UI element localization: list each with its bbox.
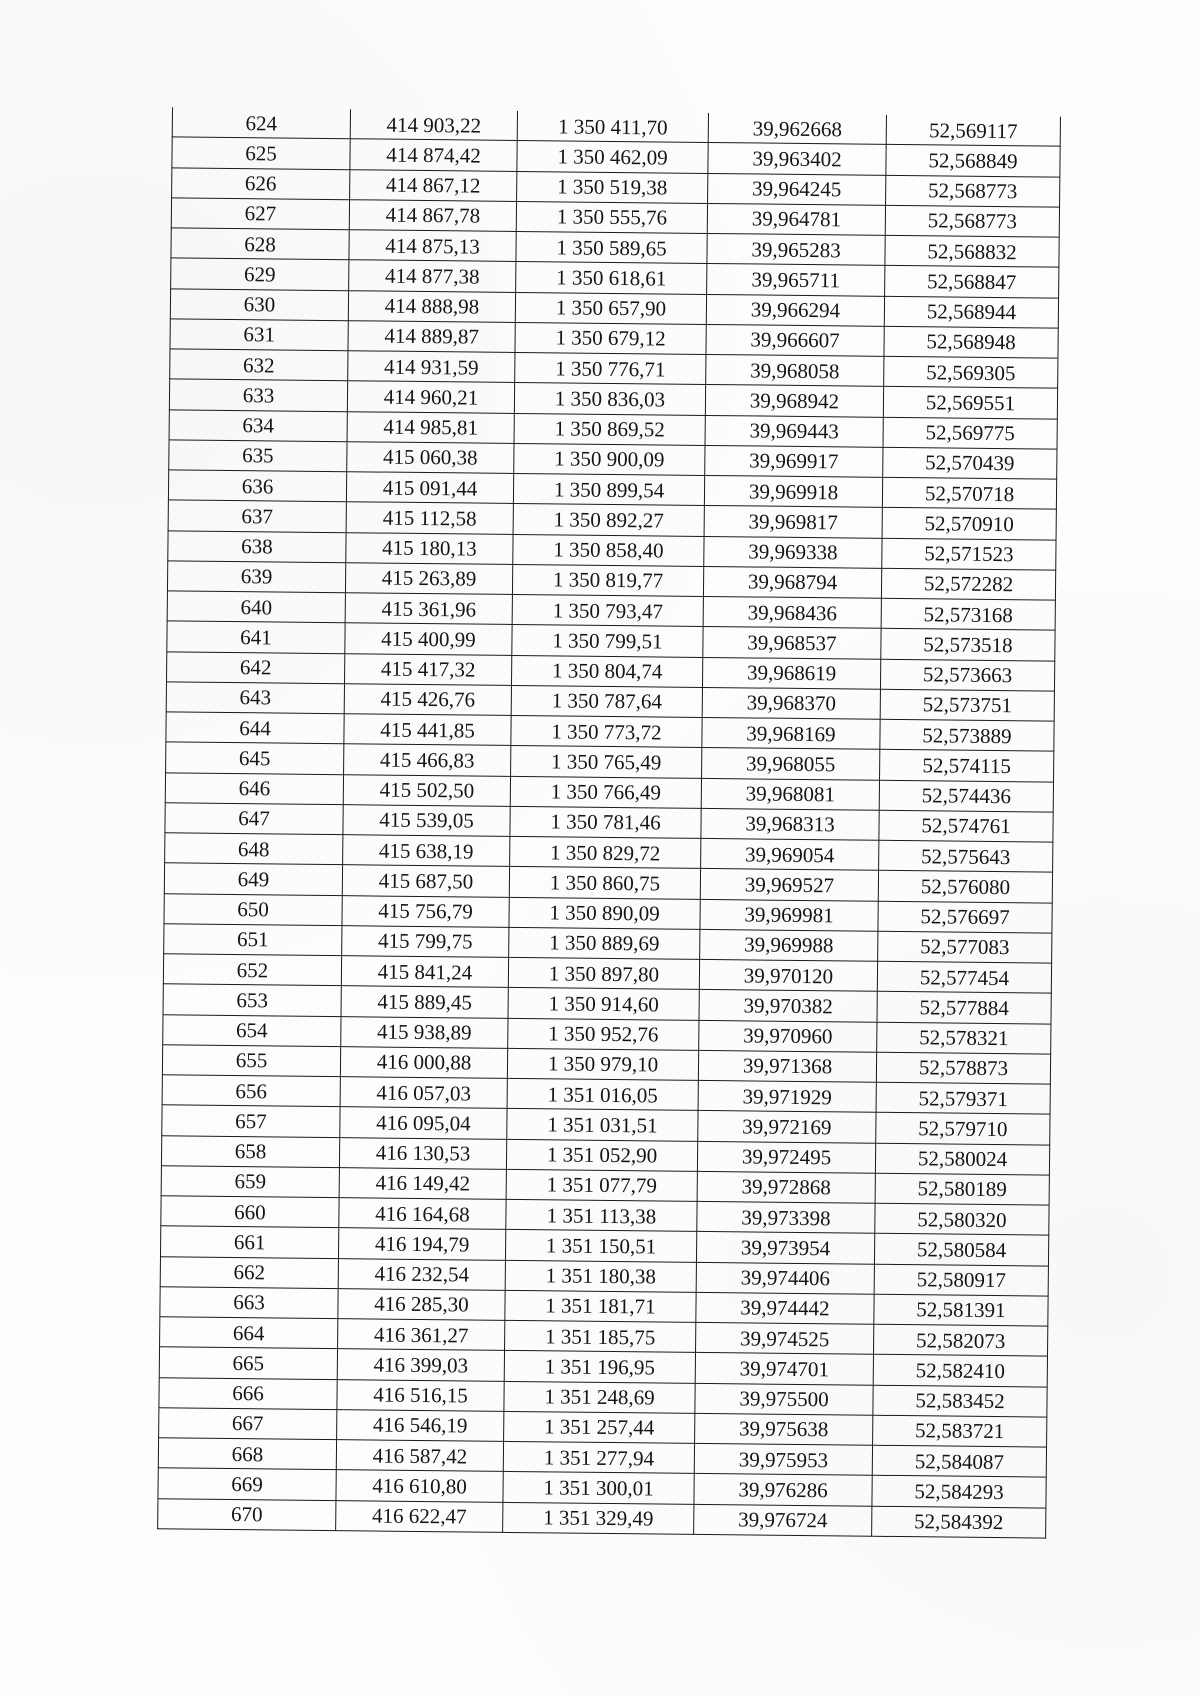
point-number-cell: 642 xyxy=(167,651,345,683)
longitude-cell: 52,577083 xyxy=(878,931,1052,963)
point-number-cell: 670 xyxy=(158,1498,336,1530)
y-coordinate-cell: 1 350 657,90 xyxy=(515,292,706,324)
latitude-cell: 39,968055 xyxy=(702,748,880,780)
point-number-cell: 643 xyxy=(166,682,344,714)
longitude-cell: 52,584392 xyxy=(872,1506,1046,1538)
longitude-cell: 52,571523 xyxy=(882,538,1056,570)
y-coordinate-cell: 1 350 793,47 xyxy=(512,594,703,626)
coordinates-table xyxy=(157,107,1061,1538)
y-coordinate-cell: 1 350 819,77 xyxy=(512,564,703,596)
latitude-cell: 39,969817 xyxy=(704,506,882,538)
y-coordinate-cell: 1 350 889,69 xyxy=(509,927,700,959)
x-coordinate-cell: 416 361,27 xyxy=(338,1319,505,1351)
longitude-cell: 52,584087 xyxy=(872,1445,1046,1477)
x-coordinate-cell: 416 516,15 xyxy=(337,1379,504,1411)
point-number-cell: 654 xyxy=(163,1014,341,1046)
latitude-cell: 39,970382 xyxy=(699,990,877,1022)
latitude-cell: 39,968169 xyxy=(702,717,880,749)
latitude-cell: 39,972868 xyxy=(697,1171,875,1203)
y-coordinate-cell: 1 351 181,71 xyxy=(505,1290,696,1322)
point-number-cell: 634 xyxy=(169,409,347,441)
longitude-cell: 52,580584 xyxy=(874,1234,1048,1266)
y-coordinate-cell: 1 350 555,76 xyxy=(516,201,707,233)
longitude-cell: 52,580320 xyxy=(875,1203,1049,1235)
latitude-cell: 39,965283 xyxy=(707,233,885,265)
y-coordinate-cell: 1 350 858,40 xyxy=(513,534,704,566)
longitude-cell: 52,574436 xyxy=(879,780,1053,812)
y-coordinate-cell: 1 351 248,69 xyxy=(504,1381,695,1413)
y-coordinate-cell: 1 350 836,03 xyxy=(514,383,705,415)
x-coordinate-cell: 414 960,21 xyxy=(347,381,514,413)
latitude-cell: 39,976724 xyxy=(694,1504,872,1536)
longitude-cell: 52,580024 xyxy=(875,1143,1049,1175)
x-coordinate-cell: 414 889,87 xyxy=(348,320,515,352)
longitude-cell: 52,568832 xyxy=(885,235,1059,267)
latitude-cell: 39,968081 xyxy=(701,778,879,810)
point-number-cell: 636 xyxy=(168,470,346,502)
x-coordinate-cell: 416 194,79 xyxy=(338,1228,505,1260)
latitude-cell: 39,969443 xyxy=(705,415,883,447)
x-coordinate-cell: 416 000,88 xyxy=(340,1046,507,1078)
latitude-cell: 39,975500 xyxy=(695,1383,873,1415)
y-coordinate-cell: 1 350 897,80 xyxy=(508,957,699,989)
point-number-cell: 626 xyxy=(172,167,350,199)
y-coordinate-cell: 1 350 892,27 xyxy=(513,504,704,536)
point-number-cell: 635 xyxy=(169,440,347,472)
x-coordinate-cell: 416 546,19 xyxy=(337,1409,504,1441)
y-coordinate-cell: 1 351 257,44 xyxy=(504,1411,695,1443)
x-coordinate-cell: 415 687,50 xyxy=(342,865,509,897)
point-number-cell: 630 xyxy=(170,288,348,320)
longitude-cell: 52,580189 xyxy=(875,1173,1049,1205)
x-coordinate-cell: 414 867,12 xyxy=(350,169,517,201)
longitude-cell: 52,569305 xyxy=(884,356,1058,388)
coordinates-table-body xyxy=(158,107,1061,1537)
longitude-cell: 52,573751 xyxy=(880,689,1054,721)
latitude-cell: 39,966607 xyxy=(706,324,884,356)
longitude-cell: 52,569775 xyxy=(883,417,1057,449)
y-coordinate-cell: 1 351 113,38 xyxy=(506,1199,697,1231)
longitude-cell: 52,582073 xyxy=(874,1324,1048,1356)
x-coordinate-cell: 416 095,04 xyxy=(340,1107,507,1139)
point-number-cell: 645 xyxy=(166,742,344,774)
latitude-cell: 39,968619 xyxy=(702,657,880,689)
latitude-cell: 39,968058 xyxy=(706,354,884,386)
latitude-cell: 39,975638 xyxy=(695,1413,873,1445)
point-number-cell: 640 xyxy=(167,591,345,623)
y-coordinate-cell: 1 351 300,01 xyxy=(503,1472,694,1504)
point-number-cell: 657 xyxy=(162,1105,340,1137)
latitude-cell: 39,971368 xyxy=(698,1050,876,1082)
latitude-cell: 39,969981 xyxy=(700,899,878,931)
y-coordinate-cell: 1 350 899,54 xyxy=(513,473,704,505)
x-coordinate-cell: 415 361,96 xyxy=(345,593,512,625)
y-coordinate-cell: 1 350 766,49 xyxy=(510,776,701,808)
y-coordinate-cell: 1 350 519,38 xyxy=(517,171,708,203)
longitude-cell: 52,577884 xyxy=(877,992,1051,1024)
longitude-cell: 52,578321 xyxy=(877,1022,1051,1054)
x-coordinate-cell: 414 888,98 xyxy=(348,290,515,322)
x-coordinate-cell: 414 931,59 xyxy=(348,351,515,383)
longitude-cell: 52,568948 xyxy=(884,326,1058,358)
longitude-cell: 52,568944 xyxy=(884,296,1058,328)
longitude-cell: 52,583721 xyxy=(873,1415,1047,1447)
point-number-cell: 651 xyxy=(164,924,342,956)
longitude-cell: 52,584293 xyxy=(872,1476,1046,1508)
x-coordinate-cell: 415 060,38 xyxy=(347,441,514,473)
point-number-cell: 644 xyxy=(166,712,344,744)
point-number-cell: 652 xyxy=(163,954,341,986)
x-coordinate-cell: 414 985,81 xyxy=(347,411,514,443)
point-number-cell: 625 xyxy=(172,137,350,169)
y-coordinate-cell: 1 350 900,09 xyxy=(514,443,705,475)
longitude-cell: 52,582410 xyxy=(873,1355,1047,1387)
latitude-cell: 39,969527 xyxy=(700,869,878,901)
latitude-cell: 39,964245 xyxy=(708,173,886,205)
latitude-cell: 39,969918 xyxy=(704,475,882,507)
y-coordinate-cell: 1 350 773,72 xyxy=(511,715,702,747)
latitude-cell: 39,969054 xyxy=(701,838,879,870)
x-coordinate-cell: 414 867,78 xyxy=(349,199,516,231)
y-coordinate-cell: 1 350 952,76 xyxy=(508,1018,699,1050)
y-coordinate-cell: 1 350 618,61 xyxy=(516,262,707,294)
y-coordinate-cell: 1 351 185,75 xyxy=(505,1320,696,1352)
point-number-cell: 646 xyxy=(165,772,343,804)
y-coordinate-cell: 1 351 329,49 xyxy=(503,1502,694,1534)
longitude-cell: 52,569551 xyxy=(883,387,1057,419)
longitude-cell: 52,574761 xyxy=(879,810,1053,842)
point-number-cell: 669 xyxy=(158,1468,336,1500)
y-coordinate-cell: 1 350 781,46 xyxy=(510,806,701,838)
point-number-cell: 631 xyxy=(170,319,348,351)
y-coordinate-cell: 1 350 860,75 xyxy=(509,867,700,899)
point-number-cell: 662 xyxy=(160,1256,338,1288)
x-coordinate-cell: 416 622,47 xyxy=(336,1500,503,1532)
longitude-cell: 52,575643 xyxy=(879,840,1053,872)
y-coordinate-cell: 1 351 277,94 xyxy=(503,1441,694,1473)
x-coordinate-cell: 416 587,42 xyxy=(336,1440,503,1472)
y-coordinate-cell: 1 351 150,51 xyxy=(505,1230,696,1262)
point-number-cell: 628 xyxy=(171,228,349,260)
x-coordinate-cell: 415 841,24 xyxy=(341,956,508,988)
y-coordinate-cell: 1 351 077,79 xyxy=(506,1169,697,1201)
longitude-cell: 52,570718 xyxy=(882,477,1056,509)
longitude-cell: 52,577454 xyxy=(877,961,1051,993)
point-number-cell: 637 xyxy=(168,500,346,532)
latitude-cell: 39,968942 xyxy=(705,385,883,417)
longitude-cell: 52,576080 xyxy=(878,871,1052,903)
latitude-cell: 39,976286 xyxy=(694,1474,872,1506)
latitude-cell: 39,974406 xyxy=(696,1262,874,1294)
latitude-cell: 39,965711 xyxy=(707,264,885,296)
y-coordinate-cell: 1 350 869,52 xyxy=(514,413,705,445)
y-coordinate-cell: 1 350 765,49 xyxy=(511,746,702,778)
x-coordinate-cell: 416 164,68 xyxy=(339,1198,506,1230)
x-coordinate-cell: 415 426,76 xyxy=(344,683,511,715)
y-coordinate-cell: 1 351 016,05 xyxy=(507,1078,698,1110)
point-number-cell: 653 xyxy=(163,984,341,1016)
y-coordinate-cell: 1 350 804,74 xyxy=(511,655,702,687)
latitude-cell: 39,968537 xyxy=(703,627,881,659)
y-coordinate-cell: 1 351 180,38 xyxy=(505,1260,696,1292)
point-number-cell: 647 xyxy=(165,803,343,835)
latitude-cell: 39,963402 xyxy=(708,143,886,175)
longitude-cell: 52,568773 xyxy=(885,205,1059,237)
x-coordinate-cell: 415 441,85 xyxy=(344,714,511,746)
x-coordinate-cell: 415 756,79 xyxy=(342,895,509,927)
x-coordinate-cell: 416 149,42 xyxy=(339,1167,506,1199)
point-number-cell: 667 xyxy=(159,1408,337,1440)
x-coordinate-cell: 415 539,05 xyxy=(343,804,510,836)
longitude-cell: 52,576697 xyxy=(878,901,1052,933)
latitude-cell: 39,968313 xyxy=(701,808,879,840)
x-coordinate-cell: 415 799,75 xyxy=(342,925,509,957)
latitude-cell: 39,972495 xyxy=(697,1141,875,1173)
x-coordinate-cell: 415 263,89 xyxy=(345,562,512,594)
latitude-cell: 39,969988 xyxy=(700,929,878,961)
point-number-cell: 658 xyxy=(161,1135,339,1167)
x-coordinate-cell: 415 466,83 xyxy=(344,744,511,776)
y-coordinate-cell: 1 350 914,60 xyxy=(508,988,699,1020)
longitude-cell: 52,581391 xyxy=(874,1294,1048,1326)
longitude-cell: 52,569117 xyxy=(886,115,1060,147)
longitude-cell: 52,570910 xyxy=(882,508,1056,540)
point-number-cell: 664 xyxy=(160,1317,338,1349)
x-coordinate-cell: 416 130,53 xyxy=(339,1137,506,1169)
y-coordinate-cell: 1 350 462,09 xyxy=(517,141,708,173)
latitude-cell: 39,969338 xyxy=(704,536,882,568)
latitude-cell: 39,964781 xyxy=(707,203,885,235)
x-coordinate-cell: 415 180,13 xyxy=(346,532,513,564)
point-number-cell: 650 xyxy=(164,893,342,925)
y-coordinate-cell: 1 350 799,51 xyxy=(512,625,703,657)
latitude-cell: 39,968370 xyxy=(702,687,880,719)
x-coordinate-cell: 415 112,58 xyxy=(346,502,513,534)
longitude-cell: 52,578873 xyxy=(876,1052,1050,1084)
point-number-cell: 624 xyxy=(172,107,350,139)
x-coordinate-cell: 416 610,80 xyxy=(336,1470,503,1502)
y-coordinate-cell: 1 350 787,64 xyxy=(511,685,702,717)
latitude-cell: 39,975953 xyxy=(694,1443,872,1475)
y-coordinate-cell: 1 350 829,72 xyxy=(510,836,701,868)
x-coordinate-cell: 415 889,45 xyxy=(341,986,508,1018)
longitude-cell: 52,580917 xyxy=(874,1264,1048,1296)
y-coordinate-cell: 1 351 196,95 xyxy=(504,1351,695,1383)
point-number-cell: 641 xyxy=(167,621,345,653)
point-number-cell: 661 xyxy=(160,1226,338,1258)
coordinates-sheet xyxy=(157,107,1060,1538)
latitude-cell: 39,973954 xyxy=(696,1232,874,1264)
latitude-cell: 39,974701 xyxy=(695,1353,873,1385)
latitude-cell: 39,970120 xyxy=(699,959,877,991)
latitude-cell: 39,969917 xyxy=(705,445,883,477)
point-number-cell: 663 xyxy=(160,1287,338,1319)
x-coordinate-cell: 414 875,13 xyxy=(349,230,516,262)
point-number-cell: 632 xyxy=(170,349,348,381)
longitude-cell: 52,573663 xyxy=(880,659,1054,691)
longitude-cell: 52,568847 xyxy=(885,266,1059,298)
point-number-cell: 633 xyxy=(169,379,347,411)
y-coordinate-cell: 1 351 052,90 xyxy=(506,1139,697,1171)
x-coordinate-cell: 416 399,03 xyxy=(337,1349,504,1381)
longitude-cell: 52,583452 xyxy=(873,1385,1047,1417)
point-number-cell: 666 xyxy=(159,1377,337,1409)
longitude-cell: 52,579371 xyxy=(876,1082,1050,1114)
longitude-cell: 52,570439 xyxy=(883,447,1057,479)
y-coordinate-cell: 1 350 679,12 xyxy=(515,322,706,354)
y-coordinate-cell: 1 350 411,70 xyxy=(517,111,708,143)
latitude-cell: 39,973398 xyxy=(697,1201,875,1233)
x-coordinate-cell: 415 417,32 xyxy=(345,653,512,685)
latitude-cell: 39,968436 xyxy=(703,596,881,628)
longitude-cell: 52,568849 xyxy=(886,145,1060,177)
x-coordinate-cell: 416 232,54 xyxy=(338,1258,505,1290)
point-number-cell: 668 xyxy=(158,1438,336,1470)
x-coordinate-cell: 414 903,22 xyxy=(350,109,517,140)
longitude-cell: 52,573168 xyxy=(881,598,1055,630)
point-number-cell: 648 xyxy=(165,833,343,865)
point-number-cell: 660 xyxy=(161,1196,339,1228)
latitude-cell: 39,968794 xyxy=(703,566,881,598)
x-coordinate-cell: 415 091,44 xyxy=(346,472,513,504)
y-coordinate-cell: 1 350 979,10 xyxy=(507,1048,698,1080)
longitude-cell: 52,573518 xyxy=(881,629,1055,661)
point-number-cell: 659 xyxy=(161,1166,339,1198)
longitude-cell: 52,574115 xyxy=(880,750,1054,782)
latitude-cell: 39,971929 xyxy=(698,1080,876,1112)
point-number-cell: 649 xyxy=(164,863,342,895)
y-coordinate-cell: 1 350 776,71 xyxy=(515,352,706,384)
point-number-cell: 627 xyxy=(171,198,349,230)
longitude-cell: 52,579710 xyxy=(876,1113,1050,1145)
x-coordinate-cell: 416 285,30 xyxy=(338,1288,505,1320)
latitude-cell: 39,962668 xyxy=(708,113,886,145)
x-coordinate-cell: 415 400,99 xyxy=(345,623,512,655)
latitude-cell: 39,972169 xyxy=(698,1111,876,1143)
point-number-cell: 639 xyxy=(167,561,345,593)
y-coordinate-cell: 1 350 890,09 xyxy=(509,897,700,929)
point-number-cell: 656 xyxy=(162,1075,340,1107)
x-coordinate-cell: 415 938,89 xyxy=(341,1016,508,1048)
x-coordinate-cell: 414 877,38 xyxy=(349,260,516,292)
x-coordinate-cell: 415 638,19 xyxy=(343,835,510,867)
point-number-cell: 629 xyxy=(171,258,349,290)
latitude-cell: 39,970960 xyxy=(699,1020,877,1052)
longitude-cell: 52,568773 xyxy=(886,175,1060,207)
x-coordinate-cell: 415 502,50 xyxy=(343,774,510,806)
x-coordinate-cell: 414 874,42 xyxy=(350,139,517,171)
point-number-cell: 665 xyxy=(159,1347,337,1379)
longitude-cell: 52,573889 xyxy=(880,719,1054,751)
point-number-cell: 655 xyxy=(162,1045,340,1077)
y-coordinate-cell: 1 350 589,65 xyxy=(516,231,707,263)
latitude-cell: 39,974525 xyxy=(696,1322,874,1354)
longitude-cell: 52,572282 xyxy=(881,568,1055,600)
latitude-cell: 39,966294 xyxy=(706,294,884,326)
latitude-cell: 39,974442 xyxy=(696,1292,874,1324)
point-number-cell: 638 xyxy=(168,530,346,562)
y-coordinate-cell: 1 351 031,51 xyxy=(507,1109,698,1141)
x-coordinate-cell: 416 057,03 xyxy=(340,1077,507,1109)
